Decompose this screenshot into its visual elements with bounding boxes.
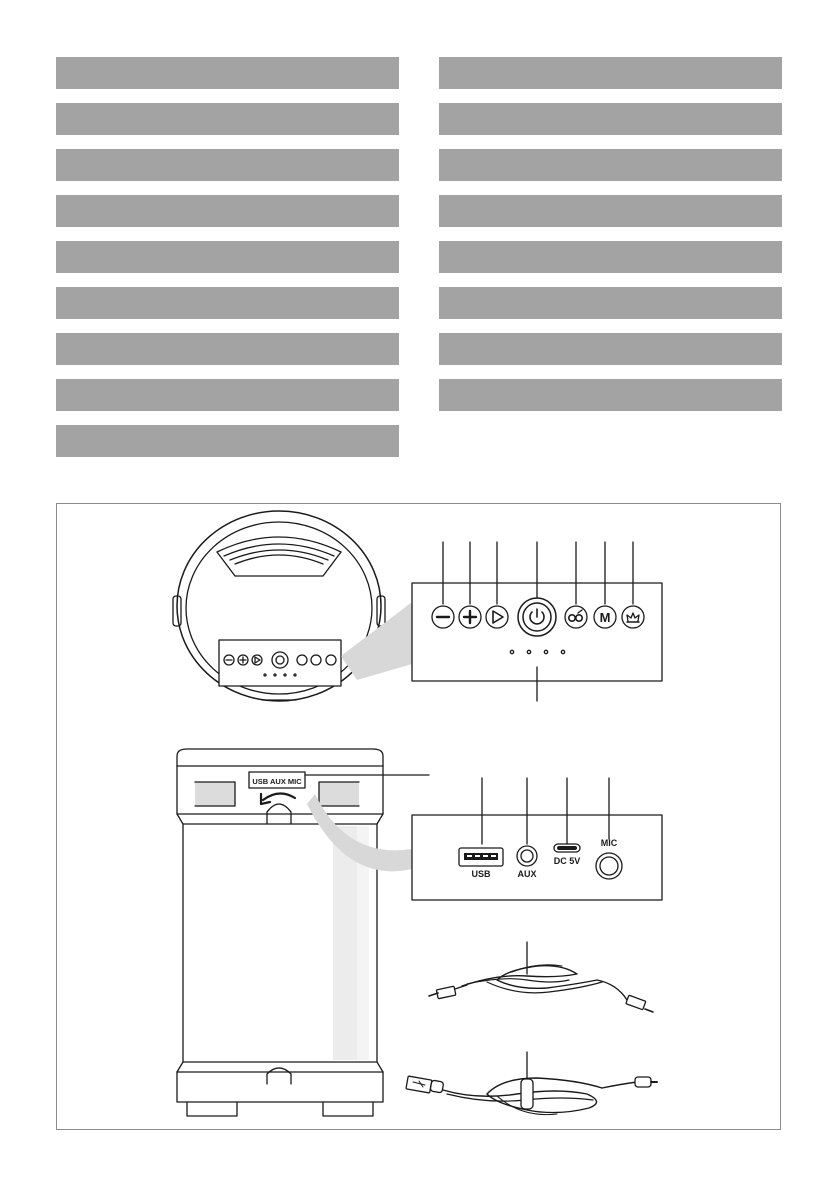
bar-right-5: [439, 241, 782, 273]
ports-label-top: USB AUX MIC: [252, 777, 302, 786]
power-icon: [518, 598, 556, 636]
mode-icon: [594, 606, 616, 628]
product-diagram: [56, 503, 781, 1130]
control-panel-enlarged: [412, 542, 662, 701]
minus-icon: [432, 606, 454, 628]
bar-right-8: [439, 379, 782, 411]
bar-left-5: [56, 241, 399, 273]
usb-label: USB: [471, 869, 491, 879]
bar-left-2: [56, 103, 399, 135]
bar-left-3: [56, 149, 399, 181]
bar-right-1: [439, 57, 782, 89]
mini-control-panel: [219, 640, 341, 686]
bar-left-7: [56, 333, 399, 365]
bar-right-7: [439, 333, 782, 365]
ports-panel-enlarged: [412, 778, 662, 900]
mode-letter: M: [599, 610, 611, 625]
bar-right-6: [439, 287, 782, 319]
bar-left-1: [56, 57, 399, 89]
plus-icon: [459, 606, 481, 628]
usb-charging-cable: [406, 1052, 657, 1115]
bar-right-4: [439, 195, 782, 227]
bar-left-8: [56, 379, 399, 411]
light-icon: [622, 606, 644, 628]
usb-symbol-icon: [413, 1081, 425, 1087]
bar-right-3: [439, 149, 782, 181]
play-icon: [486, 606, 508, 628]
aux-cable: [429, 942, 653, 1012]
bar-right-2: [439, 103, 782, 135]
aux-label: AUX: [517, 869, 537, 879]
speaker-front-view: [177, 749, 383, 1116]
bar-left-6: [56, 287, 399, 319]
mic-label: MIC: [600, 838, 618, 848]
rotate-arrow-icon: [263, 793, 295, 800]
bar-left-9: [56, 425, 399, 457]
link-icon: [565, 606, 587, 628]
bar-left-4: [56, 195, 399, 227]
dc-label: DC 5V: [553, 856, 581, 866]
